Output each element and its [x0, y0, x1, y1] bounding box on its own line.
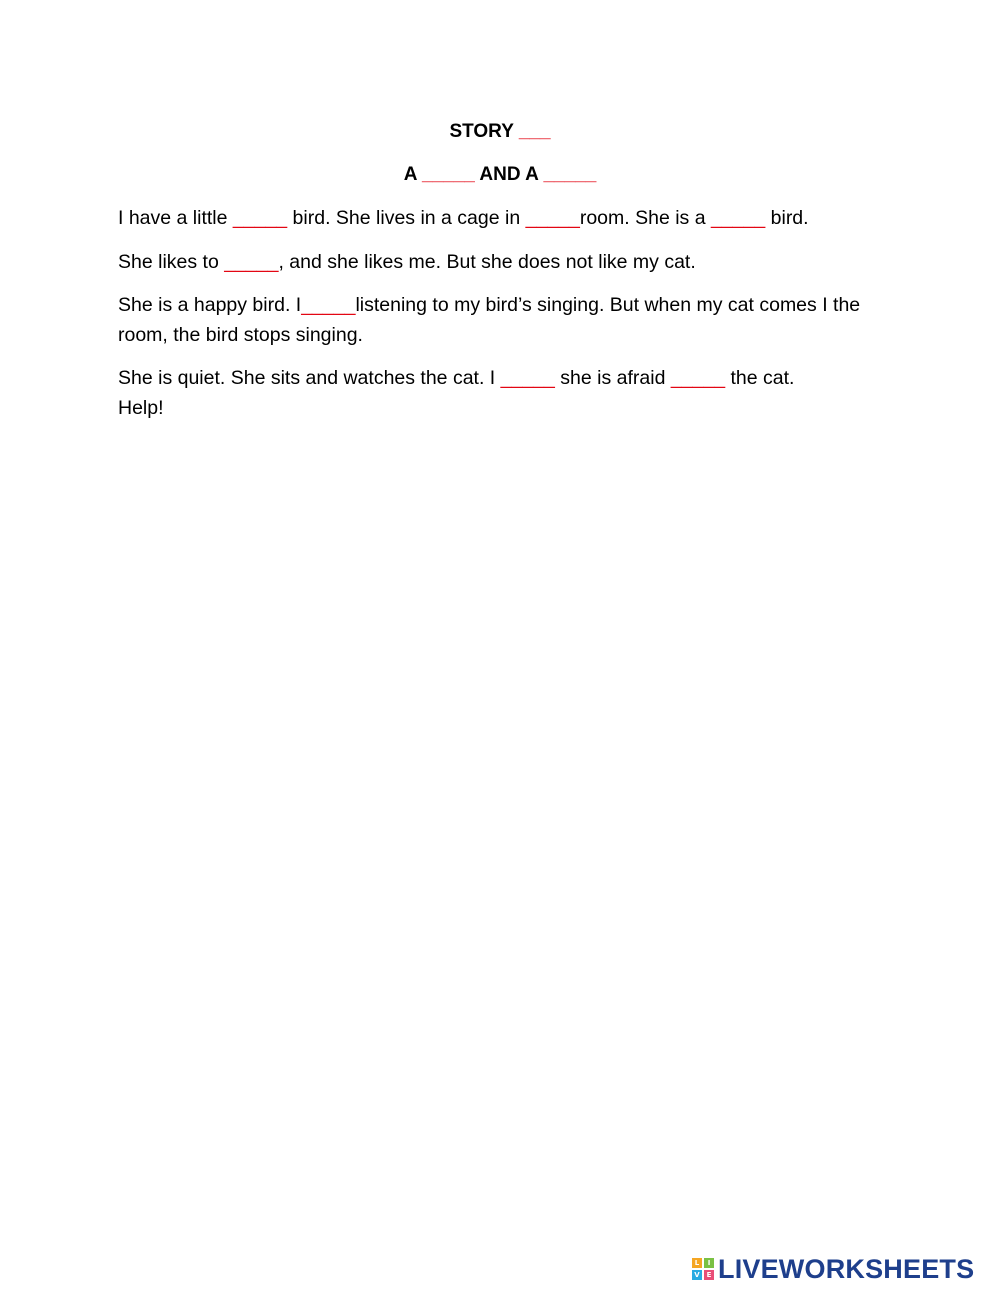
paragraph-3	[118, 290, 888, 350]
paragraph-4-blank-2[interactable]: _____	[670, 367, 726, 389]
paragraph-3-blank-1[interactable]: _____	[301, 294, 356, 316]
logo-block-i: I	[704, 1258, 714, 1268]
story-subtitle	[0, 163, 1000, 187]
paragraph-2-text: She likes to	[118, 251, 225, 273]
story-title	[0, 120, 1000, 144]
paragraph-1-blank-3[interactable]: _____	[710, 207, 766, 229]
subtitle-blank-2[interactable]: _____	[543, 164, 597, 185]
paragraph-1-text: I have a little	[118, 207, 233, 229]
paragraph-2-blank-1[interactable]: _____	[224, 251, 279, 273]
paragraph-2-text: , and she likes me. But she does not like my cat.	[278, 251, 696, 273]
live-blocks-icon	[692, 1258, 714, 1280]
paragraph-1-text: bird.	[765, 207, 809, 229]
logo-block-e: E	[704, 1270, 714, 1280]
paragraph-1-blank-2[interactable]: _____	[525, 207, 580, 229]
paragraph-1-text: bird. She lives in a cage in	[287, 207, 526, 229]
paragraph-4-blank-1[interactable]: _____	[500, 367, 555, 389]
paragraph-2	[118, 247, 888, 277]
subtitle-blank-1[interactable]: _____	[422, 164, 475, 185]
paragraph-3-text: listening to my bird’s singing. But when my cat comes I the room, the bird stops singing.	[118, 294, 866, 346]
logo-block-l: L	[692, 1258, 702, 1268]
logo-block-v: V	[692, 1270, 702, 1280]
paragraph-1	[118, 203, 888, 233]
paragraph-1-text: room. She is a	[579, 207, 711, 229]
logo-wordmark: LIVEWORKSHEETS	[718, 1253, 975, 1284]
story-number-blank[interactable]: ___	[518, 121, 551, 142]
paragraph-4-text: the cat. Help!	[118, 367, 800, 419]
subtitle-text-a: A	[403, 164, 422, 185]
paragraph-4-text: She is quiet. She sits and watches the cat. I	[118, 367, 501, 389]
paragraph-4-text: she is afraid	[554, 367, 671, 389]
liveworksheets-logo	[692, 1252, 974, 1286]
subtitle-text-and-a: AND A	[474, 164, 544, 185]
story-title-text: STORY	[449, 121, 519, 142]
paragraph-1-blank-1[interactable]: _____	[232, 207, 288, 229]
paragraph-4	[118, 363, 838, 423]
paragraph-3-text: She is a happy bird. I	[118, 294, 302, 316]
